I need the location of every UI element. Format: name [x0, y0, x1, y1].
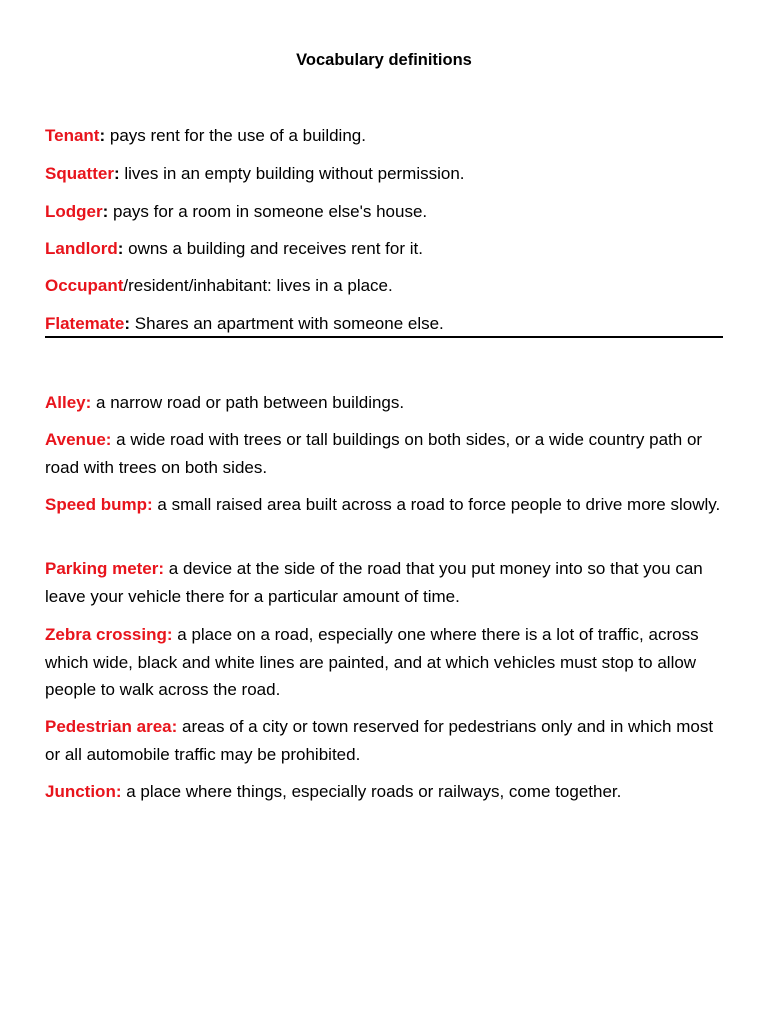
term: Flatemate: [45, 314, 125, 333]
definition-text: a narrow road or path between buildings.: [91, 393, 405, 412]
definition-entry-speed-bump: [45, 491, 725, 519]
term-separator: :: [102, 202, 109, 221]
definition-entry-lodger: [45, 198, 725, 226]
term: Alley:: [45, 393, 92, 412]
term-separator: :: [117, 239, 124, 258]
term-separator: :: [124, 314, 131, 333]
term: Avenue:: [45, 430, 112, 449]
definition-text: a place on a road, especially one where there is a lot of traffic, across which wide, black and white lines are painted, and at which vehicles must stop to allow people to walk across the road.: [45, 625, 699, 699]
definition-entry-zebra-crossing: [45, 621, 725, 704]
definition-text: Shares an apartment with someone else.: [130, 314, 444, 333]
term: Landlord: [45, 239, 118, 258]
term: Pedestrian area:: [45, 717, 178, 736]
term: Zebra crossing:: [45, 625, 173, 644]
term: Tenant: [45, 126, 100, 145]
definition-text: lives in an empty building without permission.: [119, 164, 465, 183]
definition-entry-flatemate: [45, 310, 725, 338]
term-separator: :: [99, 126, 106, 145]
term: Junction:: [45, 782, 122, 801]
term: Parking meter:: [45, 559, 165, 578]
page-title: Vocabulary definitions: [296, 51, 472, 69]
term: Lodger: [45, 202, 103, 221]
definition-entry-tenant: [45, 122, 725, 150]
definition-text: pays for a room in someone else's house.: [108, 202, 428, 221]
section-divider: [45, 336, 723, 338]
definition-entry-occupant: [45, 272, 725, 300]
term: Occupant: [45, 276, 124, 295]
definition-entry-squatter: [45, 160, 725, 188]
definition-entry-parking-meter: [45, 555, 725, 610]
definition-text: /resident/inhabitant: lives in a place.: [123, 276, 393, 295]
term: Speed bump:: [45, 495, 153, 514]
definition-entry-landlord: [45, 235, 725, 263]
definition-entry-junction: [45, 778, 725, 806]
definition-entry-alley: [45, 389, 725, 417]
definition-text: owns a building and receives rent for it.: [123, 239, 423, 258]
definition-text: a wide road with trees or tall buildings on both sides, or a wide country path or road with trees on both sides.: [45, 430, 703, 477]
definition-text: a small raised area built across a road to force people to drive more slowly.: [152, 495, 721, 514]
definition-text: a device at the side of the road that you put money into so that you can leave your vehicle there for a particular amount of time.: [45, 559, 703, 606]
term: Squatter: [45, 164, 114, 183]
definition-entry-pedestrian-area: [45, 713, 725, 768]
definition-text: pays rent for the use of a building.: [105, 126, 366, 145]
definition-text: areas of a city or town reserved for pedestrians only and in which most or all automobile traffic may be prohibited.: [45, 717, 714, 764]
definition-text: a place where things, especially roads or railways, come together.: [121, 782, 622, 801]
definition-entry-avenue: [45, 426, 725, 481]
term-separator: :: [113, 164, 120, 183]
